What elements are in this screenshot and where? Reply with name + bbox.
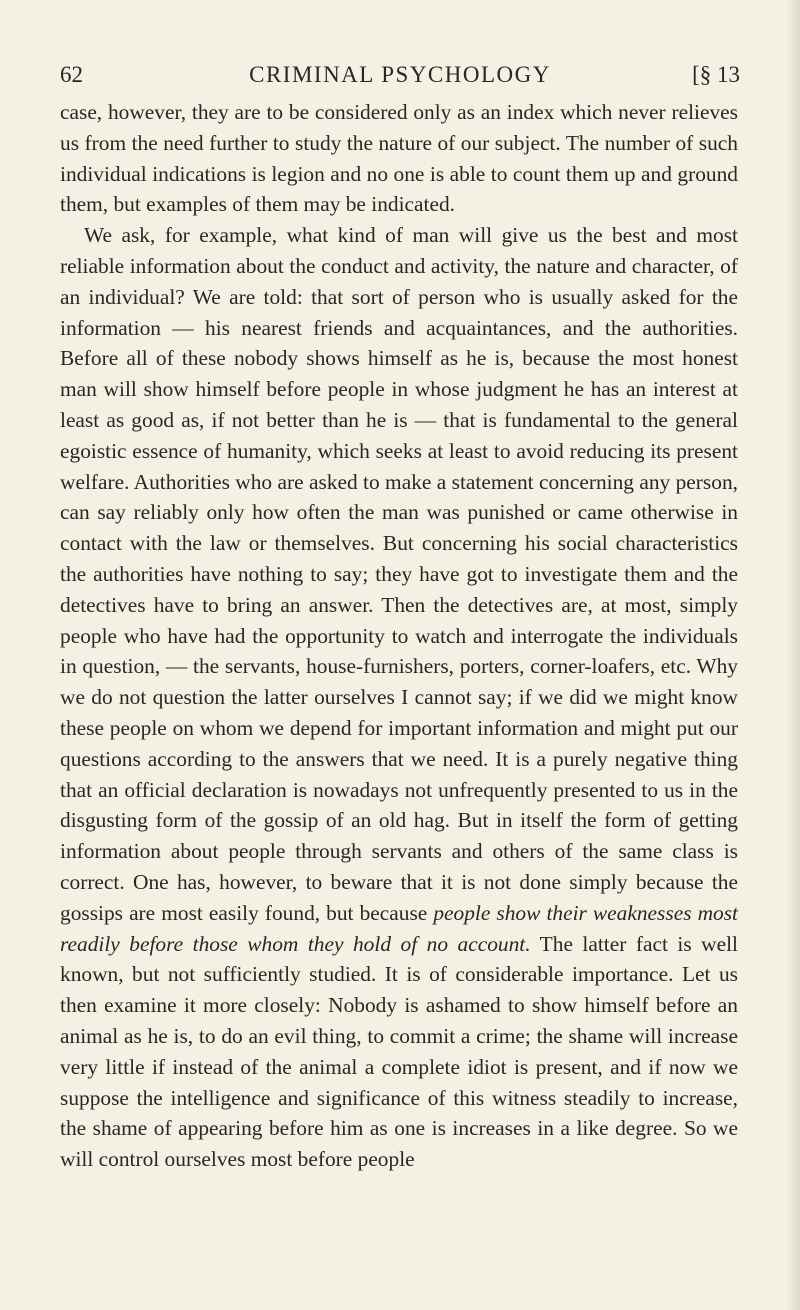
page-edge-shadow xyxy=(786,0,800,1310)
section-marker: [§ 13 xyxy=(692,62,740,87)
paragraph-text: We ask, for example, what kind of man will give us the best and most reliable information about the conduct and activity, the nature and character, of an individual? We are told: that sort of person who is usually asked for the information — his nearest friends and acquaintances, and the authorities. Before all of these nobody shows himself as he is, because the most honest man will show himself before people in whose judgment he has an interest at least as good as, if not better than he is — that is fundamental to the general egoistic essence of humanity, which seeks at least to avoid reducing its present welfare. Authorities who are asked to make a statement concerning any person, can say reliably only how often the man was punished or came otherwise in contact with the law or themselves. But concerning his social characteristics the authorities have nothing to say; they have got to investigate them and the detectives have to bring an answer. Then the detectives are, at most, simply people who have had the opportunity to watch and interrogate the individuals in question, — the servants, house-furnishers, porters, corner-loafers, etc. Why we do not question the latter ourselves I cannot say; if we did we might know these people on whom we depend for important information and might put our questions according to the answers that we need. It is a purely negative thing that an official declaration is nowadays not unfrequently presented to us in the disgusting form of the gossip of an old hag. But in itself the form of getting information about people through servants and others of the same class is correct. One has, however, to beware that it is not done simply because the gossips are most easily found, but because xyxy=(60,223,738,925)
paragraph-continued: case, however, they are to be considered only as an index which never relieves us from the need further to study the nature of our subject. The number of such individual indications is legion and no one is able to count them up and ground them, but examples of them may be indicated. xyxy=(60,100,738,217)
running-title: CRIMINAL PSYCHOLOGY xyxy=(249,62,551,87)
body-text xyxy=(60,97,738,1175)
paragraph-text-continued: The latter fact is well known, but not sufficiently studied. It is of considerable importance. Let us then examine it more closely: Nobody is ashamed to show himself before an animal as he is, to do an evil thing, to commit a crime; the shame will increase very little if instead of the animal a complete idiot is present, and if now we suppose the intelligence and significance of this witness steadily to increase, the shame of appearing before him as one is increases in a like degree. So we will control ourselves most before people xyxy=(60,931,738,1172)
paragraph xyxy=(60,220,738,1175)
page-number: 62 xyxy=(60,62,83,87)
emphasized-text: people show their weaknesses most readily before those whom they hold of no account. xyxy=(60,900,738,956)
page-header xyxy=(60,58,740,92)
